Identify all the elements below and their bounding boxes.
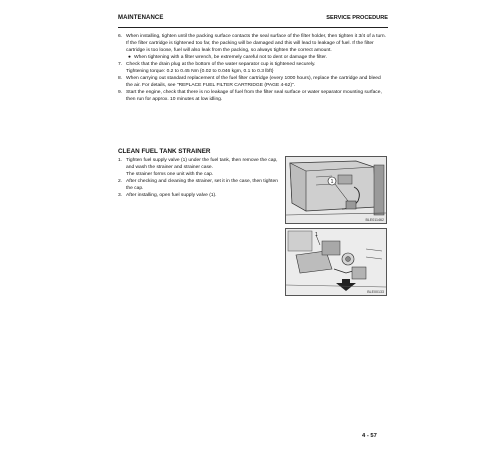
step-text: When installing, tighten until the packing surface contacts the seal surface of the filter holder, then tighten it 3/4 of a turn. If the filter cartridge is tightened too far, the packing will be damaged and this will lead to leakage of fuel. If the filter cartridge is too loose, fuel will also leak from the packing, so always tighten the correct amount.: [126, 34, 386, 53]
strainer-steps: [118, 157, 280, 199]
step-text: Check that the drain plug at the bottom of the water separator cup is tightened securely. Tightening torque: 0.2 to 0.45 Nm {0.02 to 0.046 kgm, 0.1 to 0.3 lbft}: [126, 62, 316, 74]
section-title: CLEAN FUEL TANK STRAINER: [118, 148, 211, 155]
fuel-tank-illustration: [286, 157, 386, 223]
step-text: After installing, open fuel supply valve (1).: [126, 193, 217, 198]
step-item: [118, 33, 388, 61]
bullet-icon: ●: [128, 55, 131, 60]
step-item: [118, 178, 280, 192]
fuel-tank-figure: [285, 156, 387, 224]
page-header: [118, 13, 388, 28]
strainer-illustration: [286, 229, 386, 295]
header-subtitle: SERVICE PROCEDURE: [326, 15, 388, 21]
procedure-steps: [118, 33, 388, 103]
step-text: When carrying out standard replacement of the fuel filter cartridge (every 1000 hours), replace the cartridge and bleed the air. For details, see "REPLACE FUEL FILTER CARTRIDGE (PAGE 4-62)".: [126, 76, 381, 88]
step-number: 7.: [118, 62, 123, 67]
step-text: After checking and cleaning the strainer, set it in the case, then tighten the cap.: [126, 179, 278, 191]
step-item: [118, 192, 280, 199]
callout-number: 1: [315, 232, 318, 238]
step-item: [118, 157, 280, 178]
step-text: Start the engine, check that there is no leakage of fuel from the filter seal surface or water separator mounting surface, then run for approx. 10 minutes at low idling.: [126, 90, 382, 102]
step-item: [118, 61, 388, 75]
strainer-figure: [285, 228, 387, 296]
subnote-text: When tightening with a filter wrench, be extremely careful not to dent or damage the filter.: [134, 55, 328, 60]
figure-code: BLE00133: [367, 290, 384, 294]
step-text: Tighten fuel supply valve (1) under the fuel tank, then remove the cap, and wash the strainer and strainer case. The strainer forms one unit with the cap.: [126, 158, 278, 177]
step-number: 1.: [118, 158, 123, 163]
step-number: 9.: [118, 90, 123, 95]
step-subnote: [126, 54, 388, 61]
page-number: 4 - 57: [362, 433, 377, 439]
header-section-title: MAINTENANCE: [118, 15, 164, 21]
step-number: 6.: [118, 34, 123, 39]
step-item: [118, 75, 388, 89]
step-number: 8.: [118, 76, 123, 81]
step-item: [118, 89, 388, 103]
step-number: 3.: [118, 193, 123, 198]
figure-code: BLE011462: [365, 218, 384, 222]
callout-number: 1: [330, 178, 334, 185]
step-number: 2.: [118, 179, 123, 184]
